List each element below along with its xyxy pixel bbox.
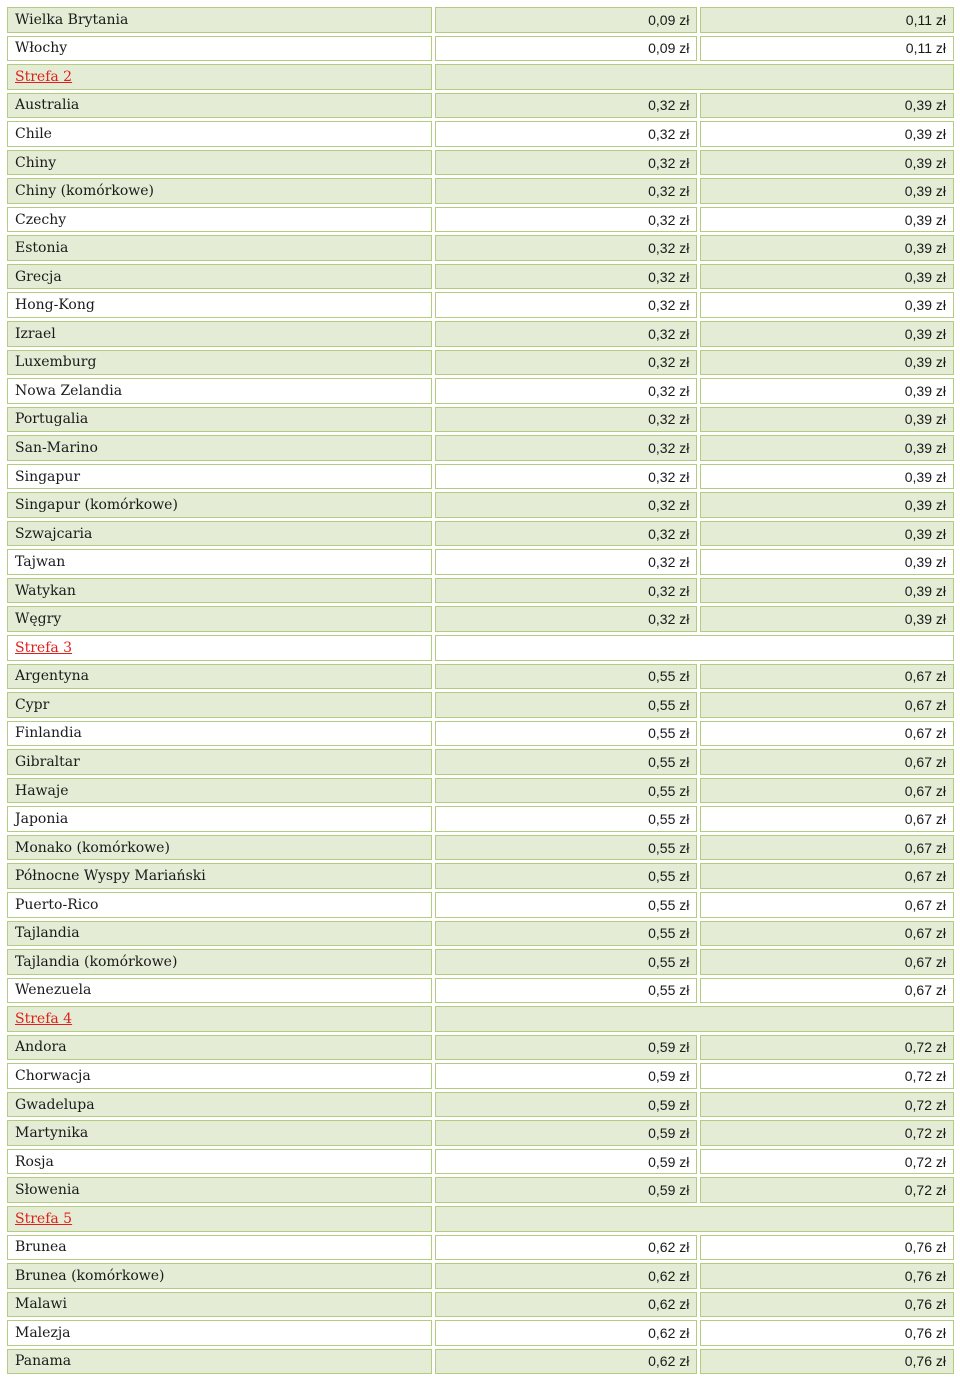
- price-cell: 0,32 zł: [435, 549, 698, 575]
- price-cell: 0,39 zł: [700, 549, 954, 575]
- table-row: [7, 692, 954, 718]
- price-cell: 0,32 zł: [435, 407, 698, 433]
- price-cell: 0,32 zł: [435, 93, 698, 119]
- price-cell: 0,39 zł: [700, 93, 954, 119]
- country-name: Gibraltar: [7, 749, 432, 775]
- country-name: Andora: [7, 1035, 432, 1061]
- country-name: Tajlandia: [7, 921, 432, 947]
- table-row: [7, 1349, 954, 1375]
- country-name: Czechy: [7, 207, 432, 233]
- table-row: [7, 378, 954, 404]
- table-row: [7, 892, 954, 918]
- zone-empty-cell: [435, 64, 954, 90]
- zone-header-row: [7, 64, 954, 90]
- price-cell: 0,39 zł: [700, 606, 954, 632]
- country-name: Chiny (komórkowe): [7, 178, 432, 204]
- price-cell: 0,32 zł: [435, 435, 698, 461]
- price-cell: 0,62 zł: [435, 1292, 698, 1318]
- country-name: Słowenia: [7, 1177, 432, 1203]
- price-cell: 0,72 zł: [700, 1092, 954, 1118]
- table-row: [7, 1292, 954, 1318]
- price-cell: 0,39 zł: [700, 435, 954, 461]
- price-cell: 0,62 zł: [435, 1235, 698, 1261]
- table-row: [7, 549, 954, 575]
- price-cell: 0,39 zł: [700, 578, 954, 604]
- country-name: Luxemburg: [7, 350, 432, 376]
- table-row: [7, 350, 954, 376]
- table-row: [7, 321, 954, 347]
- price-cell: 0,67 zł: [700, 863, 954, 889]
- country-name: Chile: [7, 121, 432, 147]
- price-cell: 0,55 zł: [435, 749, 698, 775]
- price-cell: 0,39 zł: [700, 292, 954, 318]
- table-row: [7, 1092, 954, 1118]
- country-name: Włochy: [7, 36, 432, 62]
- country-name: Watykan: [7, 578, 432, 604]
- country-name: Japonia: [7, 806, 432, 832]
- price-cell: 0,62 zł: [435, 1349, 698, 1375]
- price-cell: 0,67 zł: [700, 806, 954, 832]
- rates-table-body: [7, 7, 954, 1374]
- price-cell: 0,62 zł: [435, 1320, 698, 1346]
- price-cell: 0,67 zł: [700, 721, 954, 747]
- table-row: [7, 7, 954, 33]
- table-row: [7, 1149, 954, 1175]
- price-cell: 0,32 zł: [435, 178, 698, 204]
- price-cell: 0,09 zł: [435, 36, 698, 62]
- country-name: Hawaje: [7, 778, 432, 804]
- table-row: [7, 806, 954, 832]
- zone-empty-cell: [435, 1006, 954, 1032]
- price-cell: 0,39 zł: [700, 321, 954, 347]
- zone-header-row: [7, 1206, 954, 1232]
- country-name: Rosja: [7, 1149, 432, 1175]
- table-row: [7, 921, 954, 947]
- price-cell: 0,55 zł: [435, 721, 698, 747]
- price-cell: 0,59 zł: [435, 1092, 698, 1118]
- price-cell: 0,55 zł: [435, 664, 698, 690]
- price-cell: 0,32 zł: [435, 235, 698, 261]
- table-row: [7, 978, 954, 1004]
- price-cell: 0,55 zł: [435, 921, 698, 947]
- table-row: [7, 606, 954, 632]
- price-cell: 0,67 zł: [700, 949, 954, 975]
- country-name: Tajlandia (komórkowe): [7, 949, 432, 975]
- zone-header-row: [7, 635, 954, 661]
- price-cell: 0,39 zł: [700, 207, 954, 233]
- price-cell: 0,39 zł: [700, 464, 954, 490]
- zone-label[interactable]: Strefa 4: [7, 1006, 432, 1032]
- price-cell: 0,76 zł: [700, 1349, 954, 1375]
- price-cell: 0,32 zł: [435, 321, 698, 347]
- price-cell: 0,67 zł: [700, 892, 954, 918]
- price-cell: 0,76 zł: [700, 1292, 954, 1318]
- price-cell: 0,32 zł: [435, 350, 698, 376]
- price-cell: 0,67 zł: [700, 692, 954, 718]
- price-cell: 0,55 zł: [435, 863, 698, 889]
- price-cell: 0,39 zł: [700, 121, 954, 147]
- zone-header-row: [7, 1006, 954, 1032]
- country-name: Australia: [7, 93, 432, 119]
- table-row: [7, 407, 954, 433]
- price-cell: 0,59 zł: [435, 1063, 698, 1089]
- table-row: [7, 664, 954, 690]
- price-cell: 0,55 zł: [435, 892, 698, 918]
- table-row: [7, 521, 954, 547]
- zone-label[interactable]: Strefa 3: [7, 635, 432, 661]
- price-cell: 0,32 zł: [435, 464, 698, 490]
- price-cell: 0,32 zł: [435, 578, 698, 604]
- table-row: [7, 578, 954, 604]
- price-cell: 0,55 zł: [435, 692, 698, 718]
- country-name: Szwajcaria: [7, 521, 432, 547]
- country-name: Cypr: [7, 692, 432, 718]
- price-cell: 0,32 zł: [435, 378, 698, 404]
- price-cell: 0,72 zł: [700, 1149, 954, 1175]
- table-row: [7, 492, 954, 518]
- price-cell: 0,55 zł: [435, 778, 698, 804]
- price-cell: 0,59 zł: [435, 1120, 698, 1146]
- table-row: [7, 292, 954, 318]
- country-name: Chiny: [7, 150, 432, 176]
- country-name: Malawi: [7, 1292, 432, 1318]
- table-row: [7, 1235, 954, 1261]
- zone-empty-cell: [435, 1206, 954, 1232]
- price-cell: 0,32 zł: [435, 121, 698, 147]
- price-cell: 0,72 zł: [700, 1063, 954, 1089]
- price-cell: 0,59 zł: [435, 1149, 698, 1175]
- price-cell: 0,39 zł: [700, 407, 954, 433]
- price-cell: 0,11 zł: [700, 7, 954, 33]
- zone-empty-cell: [435, 635, 954, 661]
- table-row: [7, 778, 954, 804]
- country-name: Portugalia: [7, 407, 432, 433]
- table-row: [7, 464, 954, 490]
- price-cell: 0,76 zł: [700, 1320, 954, 1346]
- price-cell: 0,32 zł: [435, 606, 698, 632]
- price-cell: 0,39 zł: [700, 350, 954, 376]
- country-name: Izrael: [7, 321, 432, 347]
- price-cell: 0,67 zł: [700, 749, 954, 775]
- table-row: [7, 1120, 954, 1146]
- price-cell: 0,39 zł: [700, 150, 954, 176]
- table-row: [7, 235, 954, 261]
- price-cell: 0,72 zł: [700, 1120, 954, 1146]
- country-name: Brunea: [7, 1235, 432, 1261]
- country-name: Argentyna: [7, 664, 432, 690]
- country-name: San-Marino: [7, 435, 432, 461]
- price-cell: 0,11 zł: [700, 36, 954, 62]
- table-row: [7, 1177, 954, 1203]
- country-name: Panama: [7, 1349, 432, 1375]
- price-cell: 0,72 zł: [700, 1035, 954, 1061]
- country-name: Wenezuela: [7, 978, 432, 1004]
- price-cell: 0,39 zł: [700, 235, 954, 261]
- table-row: [7, 949, 954, 975]
- price-cell: 0,67 zł: [700, 921, 954, 947]
- country-name: Nowa Zelandia: [7, 378, 432, 404]
- country-name: Chorwacja: [7, 1063, 432, 1089]
- price-cell: 0,72 zł: [700, 1177, 954, 1203]
- price-cell: 0,67 zł: [700, 835, 954, 861]
- price-cell: 0,55 zł: [435, 835, 698, 861]
- table-row: [7, 1035, 954, 1061]
- price-cell: 0,32 zł: [435, 492, 698, 518]
- price-cell: 0,67 zł: [700, 664, 954, 690]
- table-row: [7, 1320, 954, 1346]
- price-cell: 0,39 zł: [700, 492, 954, 518]
- table-row: [7, 121, 954, 147]
- price-cell: 0,67 zł: [700, 978, 954, 1004]
- country-name: Singapur: [7, 464, 432, 490]
- country-name: Grecja: [7, 264, 432, 290]
- table-row: [7, 835, 954, 861]
- country-name: Północne Wyspy Mariański: [7, 863, 432, 889]
- price-cell: 0,67 zł: [700, 778, 954, 804]
- table-row: [7, 863, 954, 889]
- country-name: Hong-Kong: [7, 292, 432, 318]
- table-row: [7, 178, 954, 204]
- table-row: [7, 1263, 954, 1289]
- table-row: [7, 93, 954, 119]
- rates-table: [4, 4, 957, 1377]
- price-cell: 0,76 zł: [700, 1263, 954, 1289]
- table-row: [7, 435, 954, 461]
- table-row: [7, 150, 954, 176]
- price-cell: 0,39 zł: [700, 264, 954, 290]
- price-cell: 0,62 zł: [435, 1263, 698, 1289]
- country-name: Gwadelupa: [7, 1092, 432, 1118]
- price-cell: 0,09 zł: [435, 7, 698, 33]
- price-cell: 0,59 zł: [435, 1035, 698, 1061]
- price-cell: 0,39 zł: [700, 178, 954, 204]
- table-row: [7, 264, 954, 290]
- price-cell: 0,32 zł: [435, 264, 698, 290]
- price-cell: 0,32 zł: [435, 207, 698, 233]
- table-row: [7, 207, 954, 233]
- country-name: Węgry: [7, 606, 432, 632]
- price-cell: 0,39 zł: [700, 378, 954, 404]
- country-name: Tajwan: [7, 549, 432, 575]
- country-name: Monako (komórkowe): [7, 835, 432, 861]
- price-cell: 0,55 zł: [435, 806, 698, 832]
- zone-label[interactable]: Strefa 2: [7, 64, 432, 90]
- table-row: [7, 721, 954, 747]
- price-cell: 0,55 zł: [435, 978, 698, 1004]
- country-name: Brunea (komórkowe): [7, 1263, 432, 1289]
- price-cell: 0,76 zł: [700, 1235, 954, 1261]
- table-row: [7, 749, 954, 775]
- price-cell: 0,55 zł: [435, 949, 698, 975]
- price-cell: 0,32 zł: [435, 150, 698, 176]
- price-cell: 0,59 zł: [435, 1177, 698, 1203]
- country-name: Estonia: [7, 235, 432, 261]
- country-name: Malezja: [7, 1320, 432, 1346]
- country-name: Singapur (komórkowe): [7, 492, 432, 518]
- table-row: [7, 36, 954, 62]
- country-name: Puerto-Rico: [7, 892, 432, 918]
- country-name: Wielka Brytania: [7, 7, 432, 33]
- country-name: Finlandia: [7, 721, 432, 747]
- price-cell: 0,32 zł: [435, 521, 698, 547]
- country-name: Martynika: [7, 1120, 432, 1146]
- table-row: [7, 1063, 954, 1089]
- price-cell: 0,39 zł: [700, 521, 954, 547]
- price-cell: 0,32 zł: [435, 292, 698, 318]
- zone-label[interactable]: Strefa 5: [7, 1206, 432, 1232]
